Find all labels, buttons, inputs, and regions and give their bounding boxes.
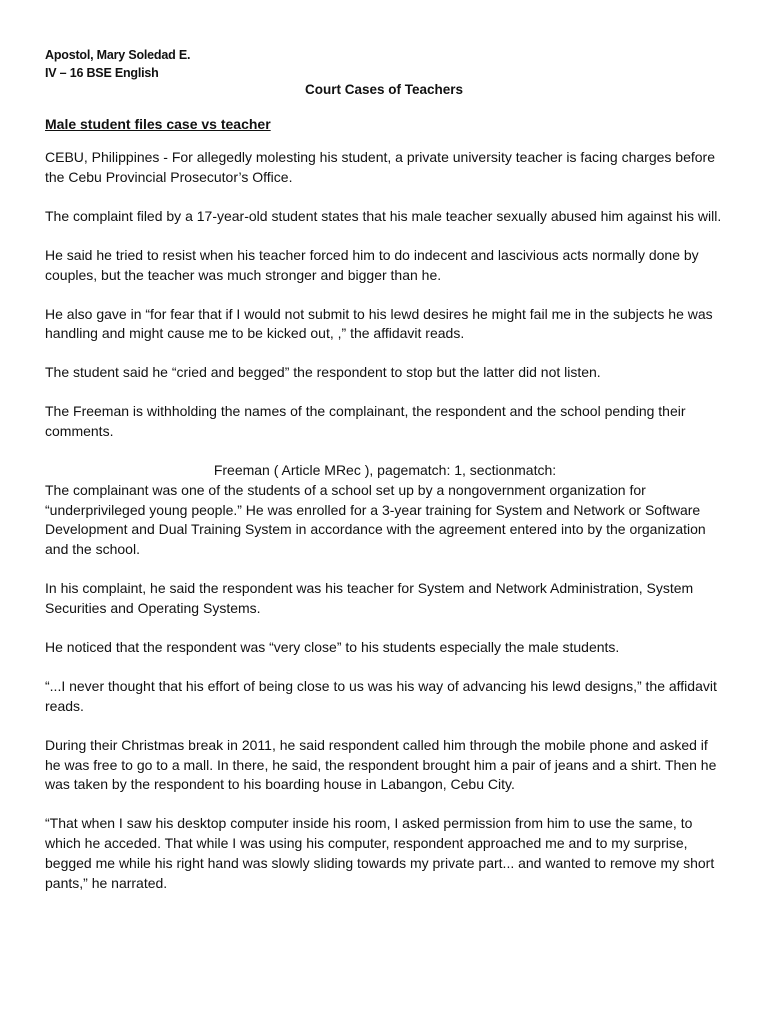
article-heading: Male student files case vs teacher (45, 116, 271, 132)
paragraph: “...I never thought that his effort of being close to us was his way of advancing his lewd designs,” the affidavit reads. (45, 678, 717, 714)
paragraph: The Freeman is withholding the names of the complainant, the respondent and the school pending their comments. (45, 403, 686, 440)
paragraph: The complaint filed by a 17-year-old student states that his male teacher sexually abused him against his will. (45, 207, 722, 224)
paragraph: He also gave in “for fear that if I would not submit to his lewd desires he might fail me in the subjects he was handling and might cause me to be kicked out, ,” the affidavit reads. (45, 305, 713, 342)
author-name: Apostol, Mary Soledad E. (45, 48, 191, 62)
paragraph: The complainant was one of the students of a school set up by a nongovernment organization for “underprivileged young people.” He was enrolled for a 3-year training for System and Network or Software Development and Dual Training System in accordance with the agreement entered into by the organization and the school. (45, 481, 706, 558)
paragraph: CEBU, Philippines - For allegedly molesting his student, a private university teacher is facing charges before the Cebu Provincial Prosecutor’s Office. (45, 149, 715, 185)
paragraph: He noticed that the respondent was “very close” to his students especially the male students. (45, 639, 620, 656)
source-line: Freeman ( Article MRec ), pagematch: 1, sectionmatch: (213, 462, 557, 479)
paragraph: During their Christmas break in 2011, he said respondent called him through the mobile phone and asked if he was free to go to a mall. In there, he said, the respondent brought him a pair of jeans and a shirt. Then he was taken by the respondent to his boarding house in Labangon, Cebu City. (45, 736, 717, 793)
course-section: IV – 16 BSE English (45, 66, 159, 80)
article-body (45, 148, 725, 894)
document-title: Court Cases of Teachers (304, 82, 464, 97)
paragraph: The student said he “cried and begged” the respondent to stop but the latter did not listen. (45, 364, 601, 381)
paragraph: In his complaint, he said the respondent was his teacher for System and Network Administration, System Securities and Operating Systems. (45, 580, 694, 617)
paragraph: “That when I saw his desktop computer inside his room, I asked permission from him to use the same, to which he acceded. That while I was using his computer, respondent approached me and to my surprise, begged me while his right hand was slowly sliding towards my private part... and wanted to remove my short pants,” he narrated. (45, 815, 715, 891)
paragraph: He said he tried to resist when his teacher forced him to do indecent and lascivious acts normally done by couples, but the teacher was much stronger and bigger than he. (45, 246, 699, 283)
